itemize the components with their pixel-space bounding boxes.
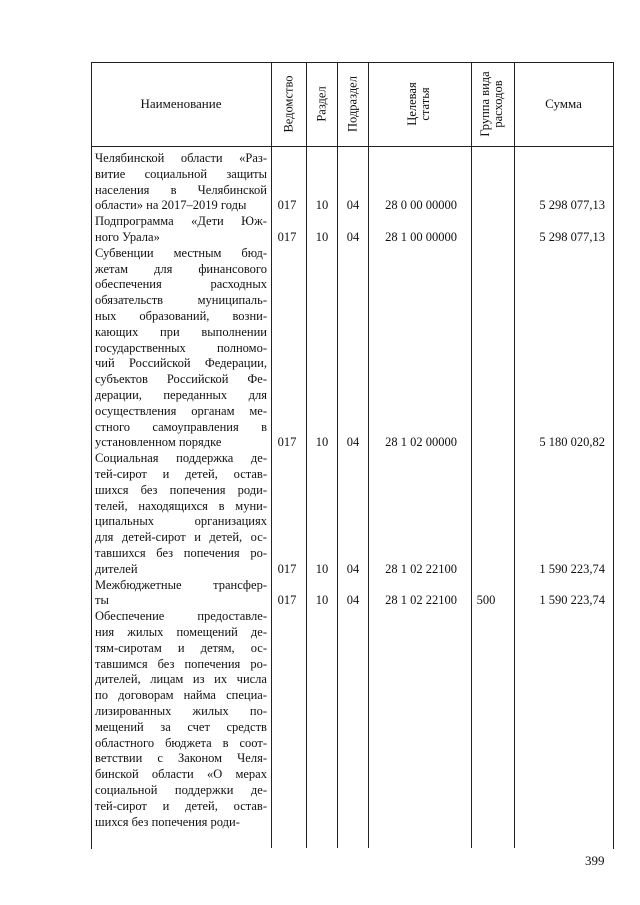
row-name-line: государственных полномо- xyxy=(95,340,267,355)
row-celevaya-statya: 28 0 00 00000 xyxy=(385,198,457,213)
row-name-line: ципальных организациях xyxy=(95,514,267,529)
row-vedomstvo: 017 xyxy=(277,593,297,608)
row-name-line: для детей-сирот и детей, ос- xyxy=(95,530,267,545)
row-name-line: кающих при выполнении xyxy=(95,324,267,339)
row-name-line: тавшихся без попечения ро- xyxy=(95,546,267,560)
row-vedomstvo: 017 xyxy=(277,198,297,213)
row-name-line: дителей, лицам из их числа xyxy=(95,672,267,687)
row-podrazdel: 04 xyxy=(346,593,360,608)
column-divider xyxy=(471,62,472,848)
row-podrazdel: 04 xyxy=(346,561,360,576)
row-name-line: обязательств муниципаль- xyxy=(95,293,267,308)
row-summa: 5 298 077,13 xyxy=(539,198,605,213)
row-summa: 1 590 223,74 xyxy=(539,561,605,576)
row-name-line: области» на 2017–2019 годы xyxy=(95,198,247,213)
row-razdel: 10 xyxy=(315,561,329,576)
row-razdel: 10 xyxy=(315,230,329,244)
row-celevaya-statya: 28 1 00 00000 xyxy=(385,230,457,244)
row-name-line: мещений за счет средств xyxy=(95,719,267,734)
row-vedomstvo: 017 xyxy=(277,230,297,244)
row-name-line: ветствии с Законом Челя- xyxy=(95,751,267,766)
row-name-line: телей, находящихся в муни- xyxy=(95,498,267,513)
row-celevaya-statya: 28 1 02 22100 xyxy=(385,561,457,576)
row-name-line: дителей xyxy=(95,561,138,576)
row-name-line: дерации, переданных для xyxy=(95,388,267,402)
row-gruppa-vida: 500 xyxy=(476,593,496,608)
header-divider xyxy=(91,146,613,147)
column-divider xyxy=(514,62,515,848)
row-name-line: Социальная поддержка де- xyxy=(95,451,267,466)
row-summa: 1 590 223,74 xyxy=(539,593,605,608)
row-name-line: областного бюджета в соот- xyxy=(95,735,267,750)
row-celevaya-statya: 28 1 02 00000 xyxy=(385,435,457,450)
row-name-line: Подпрограмма «Дети Юж- xyxy=(95,214,267,229)
row-name-line: бинской области «О мерах xyxy=(95,767,267,782)
header-gruppa-line2: расходов xyxy=(491,80,505,128)
row-name-line: лизированных жилых по- xyxy=(95,704,267,718)
header-celevaya-statya xyxy=(406,82,432,125)
row-name-line: установленном порядке xyxy=(95,435,222,450)
row-name-line: шихся без попечения роди- xyxy=(95,814,240,829)
row-name-line: Челябинской области «Раз- xyxy=(95,151,267,165)
row-name-line: субъектов Российской Фе- xyxy=(95,372,267,387)
row-name-line: тей-сирот и детей, остав- xyxy=(95,467,267,481)
row-name-line: ного Урала» xyxy=(95,230,160,244)
row-name-line: Субвенции местным бюд- xyxy=(95,245,267,260)
header-summa xyxy=(515,62,612,146)
row-name-line: по договорам найма специа- xyxy=(95,688,267,703)
header-razdel: Раздел xyxy=(314,86,329,122)
header-celevaya-line1: Целевая xyxy=(405,82,419,126)
row-vedomstvo: 017 xyxy=(277,435,297,450)
row-summa: 5 298 077,13 xyxy=(539,230,605,244)
header-celevaya-line2: статья xyxy=(418,87,432,121)
row-name-line: тям-сиротам и детям, ос- xyxy=(95,640,267,655)
row-name-line: тей-сирот и детей, остав- xyxy=(95,798,267,813)
column-divider xyxy=(306,62,307,848)
row-name-line: ты xyxy=(95,593,109,608)
page-number: 399 xyxy=(585,853,605,868)
row-razdel: 10 xyxy=(315,435,329,450)
header-summa-label: Сумма xyxy=(545,96,582,111)
header-vedomstvo: Ведомство xyxy=(281,75,296,133)
row-name-line: тавшимся без попечения ро- xyxy=(95,656,267,671)
row-name-line: Межбюджетные трансфер- xyxy=(95,577,267,592)
row-podrazdel: 04 xyxy=(346,230,360,244)
header-gruppa-vida-rashodov xyxy=(479,71,505,136)
row-name-line: социальной поддержки де- xyxy=(95,783,267,797)
row-podrazdel: 04 xyxy=(346,198,360,213)
row-name-line: Обеспечение предоставле- xyxy=(95,609,267,624)
row-name-line: населения в Челябинской xyxy=(95,182,267,197)
row-name-line: витие социальной защиты xyxy=(95,166,267,181)
header-name xyxy=(91,62,271,146)
row-name-line: ных образований, возни- xyxy=(95,309,267,323)
header-gruppa-line1: Группа вида xyxy=(478,71,492,137)
row-celevaya-statya: 28 1 02 22100 xyxy=(385,593,457,608)
row-name-line: ния жилых помещений де- xyxy=(95,625,267,639)
row-summa: 5 180 020,82 xyxy=(539,435,605,450)
row-name-line: стного самоуправления в xyxy=(95,419,267,434)
row-name-line: чий Российской Федерации, xyxy=(95,356,267,371)
row-name-line: жетам для финансового xyxy=(95,261,267,276)
column-divider xyxy=(271,62,272,848)
row-name-line: обеспечения расходных xyxy=(95,277,267,292)
row-razdel: 10 xyxy=(315,593,329,608)
header-podrazdel: Подраздел xyxy=(345,76,360,132)
column-divider xyxy=(337,62,338,848)
row-razdel: 10 xyxy=(315,198,329,213)
column-divider xyxy=(368,62,369,848)
row-podrazdel: 04 xyxy=(346,435,360,450)
row-name-line: осуществления органам ме- xyxy=(95,403,267,418)
header-name-label: Наименование xyxy=(140,96,222,111)
row-vedomstvo: 017 xyxy=(277,561,297,576)
row-name-line: шихся без попечения роди- xyxy=(95,482,267,497)
